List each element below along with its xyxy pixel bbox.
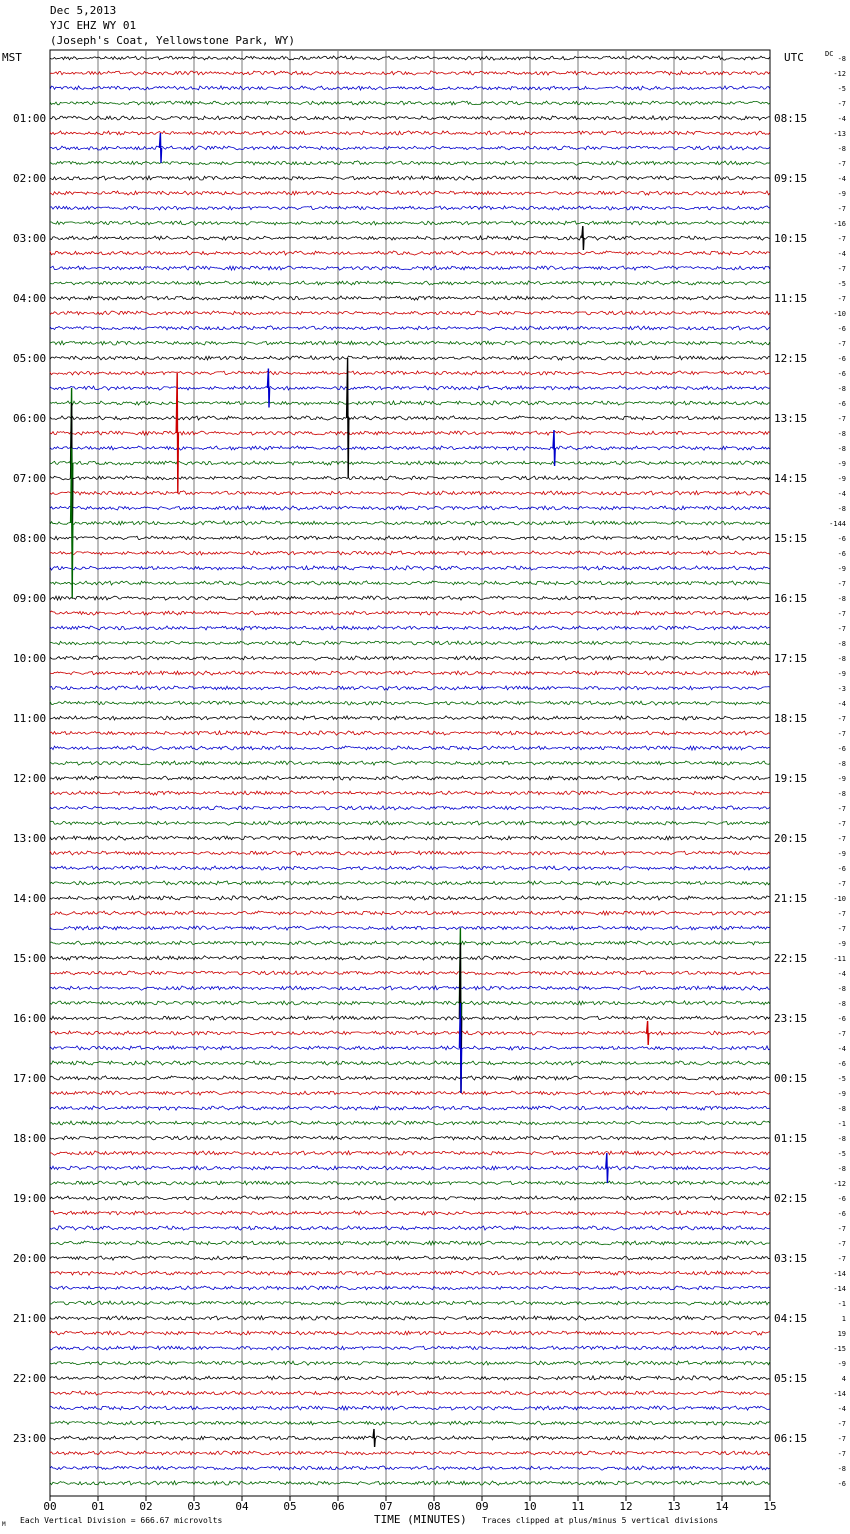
dc-offset-label: -8: [837, 1165, 846, 1173]
right-hour-labels: [774, 112, 807, 1445]
left-hour-label: 14:00: [13, 892, 47, 905]
seismic-trace-row: [50, 311, 770, 315]
left-hour-label: 20:00: [13, 1252, 47, 1265]
dc-offset-label: -7: [837, 820, 846, 828]
dc-offset-label: -9: [837, 775, 846, 783]
dc-offset-label: -7: [837, 1225, 846, 1233]
seismic-trace-row: [50, 1001, 770, 1005]
dc-offset-label: -13: [833, 130, 846, 138]
seismic-trace-row: [50, 521, 770, 525]
dc-offset-label: -7: [837, 1450, 846, 1458]
seismic-trace-row: [50, 56, 770, 60]
dc-offset-label: -6: [837, 370, 846, 378]
dc-offset-label: -7: [837, 880, 846, 888]
dc-offset-label: -8: [837, 505, 846, 513]
dc-offset-labels: [829, 55, 846, 1488]
seismic-trace-row: [50, 101, 770, 105]
seismic-trace-row: [50, 1256, 770, 1260]
seismic-trace-row: [50, 551, 770, 555]
seismic-trace-row: [50, 401, 770, 405]
dc-offset-label: -4: [837, 700, 846, 708]
dc-offset-label: -7: [837, 295, 846, 303]
seismic-trace-row: [50, 1391, 770, 1395]
dc-offset-label: -7: [837, 1420, 846, 1428]
seismic-trace-row: [50, 416, 770, 420]
x-axis-title: TIME (MINUTES): [374, 1513, 467, 1526]
seismic-trace-row: [50, 146, 770, 150]
seismic-trace-row: [50, 1301, 770, 1305]
seismic-trace-row: [50, 1271, 770, 1275]
dc-offset-label: -7: [837, 160, 846, 168]
right-hour-label: 23:15: [774, 1012, 808, 1025]
seismic-trace-row: [50, 1106, 770, 1110]
left-hour-label: 18:00: [13, 1132, 47, 1145]
seismic-trace-row: [50, 1136, 770, 1140]
dc-offset-label: -8: [837, 760, 846, 768]
seismic-trace-row: [50, 1421, 770, 1425]
dc-offset-label: -16: [833, 220, 846, 228]
right-hour-label: 02:15: [774, 1192, 808, 1205]
dc-offset-label: -14: [833, 1270, 846, 1278]
seismic-trace-row: [50, 1181, 770, 1185]
seismic-trace-row: [50, 1046, 770, 1050]
left-hour-label: 01:00: [13, 112, 47, 125]
dc-offset-label: -5: [837, 280, 846, 288]
seismic-trace-row: [50, 1211, 770, 1215]
left-timezone-label: MST: [2, 51, 22, 64]
left-hour-label: 19:00: [13, 1192, 47, 1205]
seismic-trace-row: [50, 176, 770, 180]
seismic-trace-row: [50, 836, 770, 840]
dc-offset-label: -9: [837, 475, 846, 483]
right-hour-label: 00:15: [774, 1072, 808, 1085]
right-hour-label: 21:15: [774, 892, 808, 905]
seismic-event-spike: [582, 226, 584, 250]
x-tick-label: 04: [235, 1500, 249, 1513]
plot-date: Dec 5,2013: [50, 4, 117, 17]
seismic-trace-row: [50, 956, 770, 960]
dc-offset-label: -8: [837, 790, 846, 798]
left-hour-label: 05:00: [13, 352, 47, 365]
seismic-event-spike: [176, 373, 178, 493]
seismic-trace-row: [50, 1091, 770, 1095]
left-hour-label: 22:00: [13, 1372, 47, 1385]
dc-offset-label: -10: [833, 895, 846, 903]
dc-offset-label: -7: [837, 415, 846, 423]
dc-offset-label: -3: [837, 685, 846, 693]
x-tick-labels: [43, 1496, 776, 1513]
corner-mark: M: [2, 1521, 6, 1528]
dc-offset-label: -4: [837, 250, 846, 258]
left-hour-label: 12:00: [13, 772, 47, 785]
x-tick-label: 15: [763, 1500, 777, 1513]
dc-offset-label: -7: [837, 580, 846, 588]
seismic-trace-row: [50, 866, 770, 870]
dc-offset-label: -7: [837, 730, 846, 738]
dc-offset-label: -8: [837, 1000, 846, 1008]
seismic-events: [71, 133, 649, 1447]
dc-offset-label: -6: [837, 400, 846, 408]
seismic-trace-row: [50, 581, 770, 585]
dc-offset-label: -4: [837, 490, 846, 498]
seismic-trace-row: [50, 461, 770, 465]
dc-offset-label: -9: [837, 190, 846, 198]
left-hour-label: 09:00: [13, 592, 47, 605]
left-hour-label: 04:00: [13, 292, 47, 305]
seismic-trace-row: [50, 86, 770, 90]
seismic-trace-row: [50, 116, 770, 120]
x-tick-label: 12: [619, 1500, 633, 1513]
seismic-trace-row: [50, 626, 770, 630]
dc-offset-label: -10: [833, 310, 846, 318]
seismic-trace-row: [50, 371, 770, 375]
seismic-trace-row: [50, 71, 770, 75]
dc-offset-label: -9: [837, 940, 846, 948]
dc-offset-label: -4: [837, 1405, 846, 1413]
right-hour-label: 17:15: [774, 652, 808, 665]
dc-offset-label: -6: [837, 355, 846, 363]
seismic-trace-row: [50, 161, 770, 165]
dc-offset-label: -7: [837, 235, 846, 243]
right-hour-label: 04:15: [774, 1312, 808, 1325]
dc-offset-label: -9: [837, 670, 846, 678]
right-hour-label: 15:15: [774, 532, 808, 545]
seismic-trace-row: [50, 971, 770, 975]
x-tick-label: 05: [283, 1500, 297, 1513]
seismic-trace-row: [50, 191, 770, 195]
dc-offset-label: -15: [833, 1345, 846, 1353]
dc-offset-label: -8: [837, 985, 846, 993]
right-hour-label: 14:15: [774, 472, 808, 485]
left-hour-label: 03:00: [13, 232, 47, 245]
dc-offset-label: -6: [837, 1210, 846, 1218]
dc-offset-label: -144: [829, 520, 846, 528]
seismic-trace-row: [50, 701, 770, 705]
seismic-trace-row: [50, 776, 770, 780]
right-hour-label: 01:15: [774, 1132, 808, 1145]
dc-offset-label: -8: [837, 145, 846, 153]
dc-offset-label: -7: [837, 1240, 846, 1248]
dc-offset-label: -7: [837, 910, 846, 918]
seismic-trace-row: [50, 1226, 770, 1230]
right-hour-label: 08:15: [774, 112, 808, 125]
seismic-event-spike: [553, 430, 555, 466]
seismic-trace-row: [50, 686, 770, 690]
right-hour-label: 19:15: [774, 772, 808, 785]
left-hour-label: 21:00: [13, 1312, 47, 1325]
dc-offset-label: -6: [837, 865, 846, 873]
seismic-traces: [50, 56, 770, 1485]
station-location: (Joseph's Coat, Yellowstone Park, WY): [50, 34, 296, 47]
dc-offset-label: -4: [837, 115, 846, 123]
station-code: YJC EHZ WY 01: [50, 19, 137, 32]
seismic-trace-row: [50, 266, 770, 270]
x-tick-label: 00: [43, 1500, 57, 1513]
x-tick-label: 14: [715, 1500, 729, 1513]
seismic-trace-row: [50, 791, 770, 795]
x-tick-label: 06: [331, 1500, 345, 1513]
dc-offset-label: -4: [837, 175, 846, 183]
dc-offset-label: -7: [837, 265, 846, 273]
dc-header-label: DC: [825, 50, 834, 58]
dc-offset-label: -6: [837, 1480, 846, 1488]
seismic-trace-row: [50, 1406, 770, 1410]
left-hour-label: 02:00: [13, 172, 47, 185]
seismic-event-spike: [267, 369, 269, 408]
dc-offset-label: -8: [837, 595, 846, 603]
seismic-event-spike: [373, 1429, 375, 1447]
dc-offset-label: -6: [837, 535, 846, 543]
seismic-trace-row: [50, 1346, 770, 1350]
seismic-event-spike: [606, 1153, 608, 1183]
x-tick-label: 08: [427, 1500, 441, 1513]
left-hour-label: 08:00: [13, 532, 47, 545]
seismic-trace-row: [50, 206, 770, 210]
dc-offset-label: -7: [837, 1255, 846, 1263]
seismic-trace-row: [50, 1121, 770, 1125]
clip-note: Traces clipped at plus/minus 5 vertical divisions: [482, 1516, 719, 1525]
left-hour-labels: [13, 112, 46, 1445]
seismic-trace-row: [50, 896, 770, 900]
dc-offset-label: -6: [837, 550, 846, 558]
dc-offset-label: -7: [837, 205, 846, 213]
seismic-trace-row: [50, 641, 770, 645]
seismic-trace-row: [50, 356, 770, 360]
seismic-trace-row: [50, 731, 770, 735]
dc-offset-label: -8: [837, 385, 846, 393]
dc-offset-label: -6: [837, 745, 846, 753]
right-hour-label: 12:15: [774, 352, 808, 365]
seismic-trace-row: [50, 926, 770, 930]
dc-offset-label: -8: [837, 640, 846, 648]
seismic-trace-row: [50, 851, 770, 855]
dc-offset-label: 19: [837, 1330, 846, 1338]
dc-offset-label: -7: [837, 1435, 846, 1443]
dc-offset-label: -6: [837, 1015, 846, 1023]
right-hour-label: 05:15: [774, 1372, 808, 1385]
dc-offset-label: -5: [837, 1150, 846, 1158]
seismic-trace-row: [50, 1436, 770, 1440]
dc-offset-label: -8: [837, 55, 846, 63]
left-hour-label: 10:00: [13, 652, 47, 665]
dc-offset-label: -14: [833, 1390, 846, 1398]
left-hour-label: 07:00: [13, 472, 47, 485]
seismic-event-spike: [159, 133, 161, 163]
x-tick-label: 07: [379, 1500, 393, 1513]
left-hour-label: 13:00: [13, 832, 47, 845]
x-tick-label: 09: [475, 1500, 489, 1513]
seismic-trace-row: [50, 1451, 770, 1455]
seismic-trace-row: [50, 566, 770, 570]
seismic-trace-row: [50, 986, 770, 990]
x-tick-label: 11: [571, 1500, 585, 1513]
right-hour-label: 09:15: [774, 172, 808, 185]
seismic-trace-row: [50, 341, 770, 345]
dc-offset-label: -8: [837, 430, 846, 438]
seismic-trace-row: [50, 296, 770, 300]
seismic-trace-row: [50, 1016, 770, 1020]
seismic-trace-row: [50, 1316, 770, 1320]
seismic-trace-row: [50, 716, 770, 720]
seismic-trace-row: [50, 596, 770, 600]
dc-offset-label: -7: [837, 625, 846, 633]
scale-note: Each Vertical Division = 666.67 microvolts: [20, 1516, 223, 1525]
dc-offset-label: -9: [837, 1090, 846, 1098]
right-hour-label: 18:15: [774, 712, 808, 725]
dc-offset-label: -7: [837, 340, 846, 348]
dc-offset-label: -8: [837, 655, 846, 663]
dc-offset-label: -9: [837, 850, 846, 858]
dc-offset-label: -1: [837, 1120, 846, 1128]
dc-offset-label: -12: [833, 1180, 846, 1188]
seismic-trace-row: [50, 281, 770, 285]
dc-offset-label: -11: [833, 955, 846, 963]
x-tick-label: 02: [139, 1500, 153, 1513]
seismic-trace-row: [50, 1241, 770, 1245]
seismic-trace-row: [50, 1151, 770, 1155]
dc-offset-label: -8: [837, 445, 846, 453]
seismic-trace-row: [50, 476, 770, 480]
seismic-trace-row: [50, 671, 770, 675]
dc-offset-label: -4: [837, 1045, 846, 1053]
right-hour-label: 11:15: [774, 292, 808, 305]
left-hour-label: 16:00: [13, 1012, 47, 1025]
dc-offset-label: -6: [837, 1060, 846, 1068]
seismic-trace-row: [50, 911, 770, 915]
left-hour-label: 17:00: [13, 1072, 47, 1085]
seismic-event-spike: [647, 1021, 649, 1045]
seismic-trace-row: [50, 1376, 770, 1380]
dc-offset-label: 4: [841, 1375, 846, 1383]
dc-offset-label: -6: [837, 325, 846, 333]
seismic-trace-row: [50, 536, 770, 540]
dc-offset-label: -8: [837, 1105, 846, 1113]
dc-offset-label: -8: [837, 1135, 846, 1143]
seismic-trace-row: [50, 746, 770, 750]
right-hour-label: 20:15: [774, 832, 808, 845]
right-hour-label: 13:15: [774, 412, 808, 425]
seismic-trace-row: [50, 821, 770, 825]
seismic-trace-row: [50, 236, 770, 240]
left-hour-label: 23:00: [13, 1432, 47, 1445]
seismic-trace-row: [50, 1076, 770, 1080]
dc-offset-label: -4: [837, 970, 846, 978]
dc-offset-label: -7: [837, 1030, 846, 1038]
dc-offset-label: -14: [833, 1285, 846, 1293]
seismic-trace-row: [50, 1061, 770, 1065]
left-hour-label: 11:00: [13, 712, 47, 725]
dc-offset-label: -7: [837, 835, 846, 843]
right-hour-label: 06:15: [774, 1432, 808, 1445]
dc-offset-label: -7: [837, 715, 846, 723]
x-tick-label: 10: [523, 1500, 537, 1513]
seismic-trace-row: [50, 431, 770, 435]
seismic-trace-row: [50, 1481, 770, 1485]
x-tick-label: 13: [667, 1500, 681, 1513]
seismic-event-spike: [347, 358, 349, 478]
dc-offset-label: -5: [837, 1075, 846, 1083]
seismic-trace-row: [50, 221, 770, 225]
dc-offset-label: -12: [833, 70, 846, 78]
seismic-trace-row: [50, 1466, 770, 1470]
seismic-trace-row: [50, 761, 770, 765]
seismic-trace-row: [50, 881, 770, 885]
seismic-trace-row: [50, 131, 770, 135]
right-hour-label: 22:15: [774, 952, 808, 965]
x-tick-label: 03: [187, 1500, 201, 1513]
dc-offset-label: -9: [837, 1360, 846, 1368]
left-hour-label: 15:00: [13, 952, 47, 965]
dc-offset-label: -7: [837, 805, 846, 813]
dc-offset-label: -1: [837, 1300, 846, 1308]
dc-offset-label: -9: [837, 460, 846, 468]
seismic-trace-row: [50, 491, 770, 495]
dc-offset-label: -5: [837, 85, 846, 93]
seismic-trace-row: [50, 806, 770, 810]
seismic-trace-row: [50, 446, 770, 450]
dc-offset-label: -6: [837, 1195, 846, 1203]
left-hour-label: 06:00: [13, 412, 47, 425]
seismic-trace-row: [50, 326, 770, 330]
x-tick-label: 01: [91, 1500, 105, 1513]
seismic-trace-row: [50, 386, 770, 390]
dc-offset-label: 1: [841, 1315, 846, 1323]
seismic-trace-row: [50, 1361, 770, 1365]
right-hour-label: 10:15: [774, 232, 808, 245]
dc-offset-label: -7: [837, 925, 846, 933]
seismic-trace-row: [50, 506, 770, 510]
seismic-trace-row: [50, 941, 770, 945]
dc-offset-label: -9: [837, 565, 846, 573]
right-hour-label: 03:15: [774, 1252, 808, 1265]
seismic-trace-row: [50, 1331, 770, 1335]
seismic-trace-row: [50, 1031, 770, 1035]
seismic-trace-row: [50, 1196, 770, 1200]
dc-offset-label: -7: [837, 100, 846, 108]
right-hour-label: 16:15: [774, 592, 808, 605]
seismic-trace-row: [50, 656, 770, 660]
right-timezone-label: UTC: [784, 51, 804, 64]
seismic-trace-row: [50, 1166, 770, 1170]
seismic-trace-row: [50, 611, 770, 615]
dc-offset-label: -8: [837, 1465, 846, 1473]
seismic-trace-row: [50, 1286, 770, 1290]
seismic-trace-row: [50, 251, 770, 255]
dc-offset-label: -7: [837, 610, 846, 618]
